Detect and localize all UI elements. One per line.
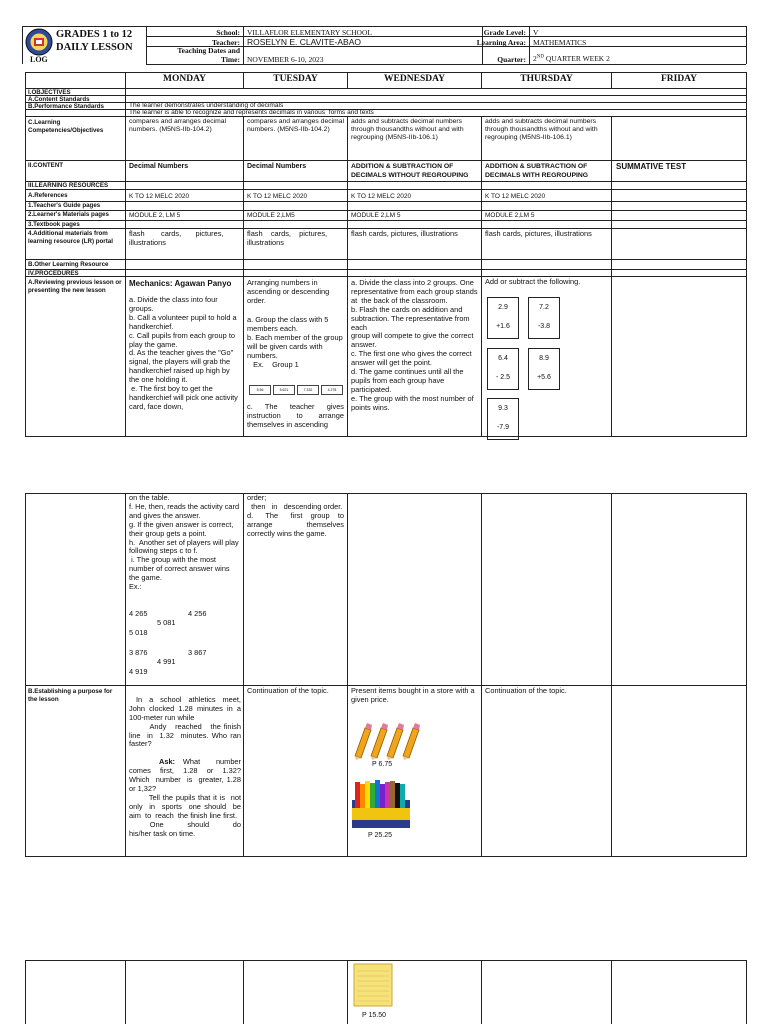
example-number: 4 256 (188, 609, 207, 618)
price-crayons: P 25.25 (368, 832, 393, 839)
label-procedures: IV.PROCEDURES (28, 270, 79, 277)
review-mon-title: Mechanics: Agawan Panyo (129, 279, 232, 288)
quarter-label: Quarter: (497, 55, 526, 64)
dates-label: Teaching Dates and Time: (177, 46, 240, 64)
teacher-label: Teacher: (211, 38, 240, 47)
number-cards (249, 385, 346, 395)
grade-value: V (533, 28, 539, 37)
notepad-illustration (353, 963, 393, 1007)
school-label: School: (216, 28, 240, 37)
math-box: 6.4 - 2.5 (487, 348, 519, 390)
label-learners-materials: 2.Learner's Materials pages (28, 211, 109, 218)
example-number: 4 919 (129, 667, 148, 676)
logo-line3: LOG (30, 55, 48, 64)
label-additional-materials: 4.Additional materials from learning resource (LR) portal (28, 230, 113, 245)
area-value: MATHEMATICS (533, 38, 587, 47)
additional-mon: flash cards, pictures, illustrations (129, 229, 226, 247)
example-number: 4 991 (157, 657, 176, 666)
content-mon: Decimal Numbers (129, 163, 189, 170)
competency-mon: compares and arranges decimal numbers. (M5NS-IIb-104.2) (129, 118, 228, 133)
purpose-wed: Present items bought in a store with a given price. (351, 686, 477, 704)
content-tue: Decimal Numbers (247, 163, 307, 170)
lm-wed: MODULE 2,LM 5 (351, 212, 401, 219)
label-other-resource: B.Other Learning Resource (28, 261, 109, 268)
label-teachers-guide: 1.Teacher's Guide pages (28, 202, 101, 209)
content-thu: ADDITION & SUBTRACTION OF DECIMALS WITH REGROUPING (485, 163, 590, 179)
additional-wed: flash cards, pictures, illustrations (351, 229, 458, 238)
performance-standard-text: The learner is able to recognize and represents decimals in various forms and texts (129, 109, 374, 116)
review-tue-instruction: c. The teacher gives instruction to arrange themselves in ascending (247, 402, 347, 429)
deped-logo (25, 28, 53, 56)
notepad-icon (353, 963, 393, 1007)
day-tuesday: TUESDAY (273, 74, 318, 84)
math-box: 8.9 +5.6 (528, 348, 560, 390)
seal-icon (25, 28, 53, 56)
references-mon: K TO 12 MELC 2020 (129, 193, 190, 200)
day-wednesday: WEDNESDAY (384, 74, 445, 84)
review-tue-steps: a. Group the class with 5 members each. b. Each member of the group will be given cards with numbers. Ex. Group 1 (247, 315, 343, 369)
label-textbook: 3.Textbook pages (28, 221, 80, 228)
example-number: 5 081 (157, 618, 176, 627)
example-number: 4 265 (129, 609, 148, 618)
example-number: 3 867 (188, 648, 207, 657)
review-mon-continued: on the table. f. He, then, reads the activity card and gives the answer. g. If the given answer is correct, their group gets a point. h. Another set of players will play following steps c to f. i. The group with the most number of correct answer wins the game. Ex.: (129, 493, 240, 592)
day-monday: MONDAY (163, 74, 206, 84)
quarter-value: 2ND QUARTER WEEK 2 (533, 54, 610, 63)
math-box: 7.2 -3.8 (528, 297, 560, 339)
references-tue: K TO 12 MELC 2020 (247, 193, 308, 200)
purpose-thu: Continuation of the topic. (485, 686, 567, 695)
purpose-mon-text: In a school athletics meet, John clocked 1.28 minutes in a 100-meter run while Andy reached the finish line in 1.32 minutes. Who ran faster? Ask: What number comes first, 1.28 or 1.32? Which number is greater, 1.28 or 1,32? Tell the pupils that it is not only in sports one should be aim to reach the finish line first. One should do his/her task on time. (129, 694, 241, 838)
competency-thu: adds and subtracts decimal numbers through thousandths without and with regrouping (M5NS-IIb-106.1) (485, 118, 600, 141)
example-number: 5 018 (129, 628, 148, 637)
crayon-box-icon (352, 778, 410, 828)
references-thu: K TO 12 MELC 2020 (485, 193, 546, 200)
dates-value: NOVEMBER 6-10, 2023 (247, 55, 324, 64)
pencils-illustration (351, 716, 421, 760)
logo-line2: DAILY LESSON (56, 42, 133, 53)
content-wed: ADDITION & SUBTRACTION OF DECIMALS WITHOUT REGROUPING (351, 163, 469, 179)
label-learning-competencies: C.Learning Competencies/Objectives (28, 119, 104, 134)
label-learning-resources: III.LEARNING RESOURCES (28, 182, 109, 189)
day-thursday: THURSDAY (520, 74, 573, 84)
pencil-icon (351, 716, 421, 760)
grade-label: Grade Level: (483, 28, 526, 37)
label-references: A.References (28, 192, 68, 199)
number-card: 5.621 (273, 385, 295, 395)
area-label: Learning Area: (476, 38, 526, 47)
price-notepad: P 15.50 (362, 1012, 387, 1019)
teacher-value: ROSELYN E. CLAVITE-ABAO (247, 37, 361, 47)
competency-wed: adds and subtracts decimal numbers through thousandths without and with regrouping (M5NS-IIb-106.1) (351, 118, 466, 141)
lm-thu: MODULE 2,LM 5 (485, 212, 535, 219)
label-objectives: I.OBJECTIVES (28, 89, 71, 96)
number-card: 7.332 (297, 385, 319, 395)
label-performance-standards: B.Performance Standards (28, 103, 104, 110)
label-purpose: B.Establishing a purpose for the lesson (28, 688, 114, 703)
crayons-illustration (352, 778, 410, 828)
logo-line1: GRADES 1 to 12 (56, 29, 133, 40)
additional-tue: flash cards, pictures, illustrations (247, 229, 330, 247)
review-tue-continued: order; then in descending order. d. The first group to arrange themselves correctly wins the game. (247, 493, 344, 538)
review-mon-text: a. Divide the class into four groups. b. Call a volunteer pupil to hold a handkerchief. c. Call pupils from each group to play the game. d. As the teacher gives the "Go" signal, the players will grab the handkerchief raised up high by the one holding it. e. The first boy to get the handkerchief will pick one activity card, face down, (129, 295, 238, 411)
competency-tue: compares and arranges decimal numbers. (M5NS-IIb-104.2) (247, 118, 346, 133)
number-card: 4.278 (321, 385, 343, 395)
math-box: 9.3 -7.9 (487, 398, 519, 440)
label-reviewing: A.Reviewing previous lesson or presenting the new lesson (28, 279, 124, 294)
example-number: 3 876 (129, 648, 148, 657)
review-wed-text: a. Divide the class into 2 groups. One representative from each group stands at the back of the classroom. b. Flash the cards on addition and subtraction. The representative from each group will compete to give the correct answer. c. The first one who gives the correct answer will get the point. d. The game continues until all the pupils from each group have participated. e. The group with the most number of points wins. (351, 278, 478, 412)
price-pencils: P 6.75 (372, 761, 393, 768)
label-content-standards: A.Content Standards (28, 96, 90, 103)
purpose-tue: Continuation of the topic. (247, 686, 329, 695)
additional-thu: flash cards, pictures, illustrations (485, 229, 592, 238)
review-tue-intro: Arranging numbers in ascending or descending order. (247, 278, 332, 305)
school-value: VILLAFLOR ELEMENTARY SCHOOL (247, 28, 372, 37)
content-fri: SUMMATIVE TEST (616, 162, 687, 171)
lm-tue: MODULE 2,LM5 (247, 212, 295, 219)
number-card: 5.56 (249, 385, 271, 395)
lm-mon: MODULE 2, LM 5 (129, 212, 181, 219)
review-thu-text: Add or subtract the following. (485, 277, 581, 286)
label-content: II.CONTENT (28, 162, 64, 169)
math-box: 2.9 +1.6 (487, 297, 519, 339)
content-standard-text: The learner demonstrates understanding of decimals (129, 102, 284, 109)
day-friday: FRIDAY (660, 74, 698, 84)
references-wed: K TO 12 MELC 2020 (351, 193, 412, 200)
